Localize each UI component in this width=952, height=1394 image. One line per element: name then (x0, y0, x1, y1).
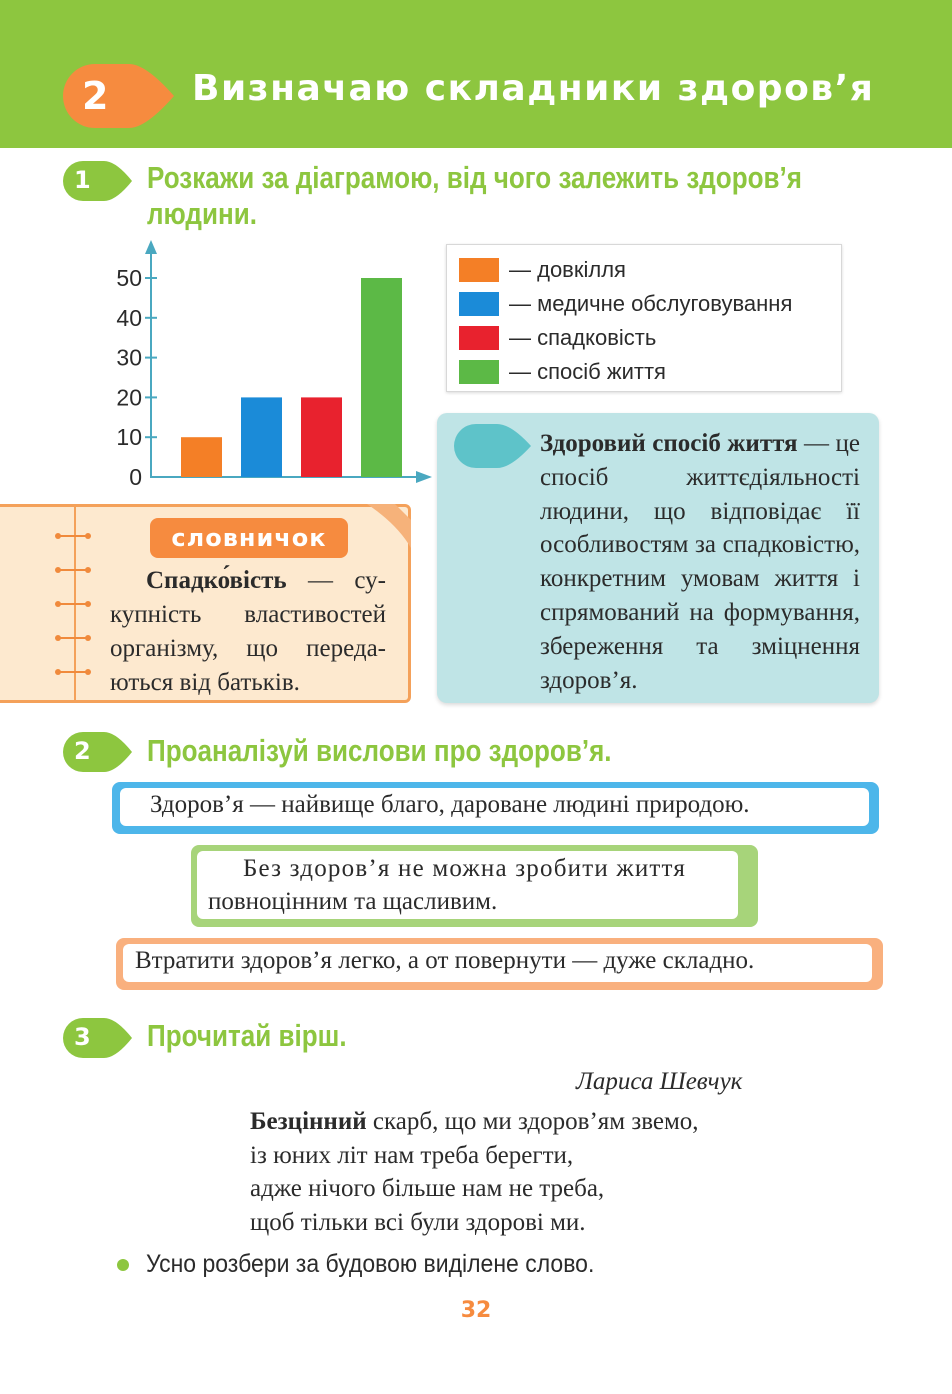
section-badge (62, 62, 177, 130)
task-2-number: 2 (74, 737, 91, 765)
legend-item (459, 325, 656, 351)
legend-label: — спадковість (509, 325, 657, 350)
poem-line-3: адже нічого більше нам не треба, (250, 1175, 605, 1202)
quote-box-1 (112, 782, 879, 834)
y-tick-label: 40 (116, 304, 142, 331)
task-1-title-line2: людини. (147, 196, 257, 231)
bar-1 (181, 437, 222, 477)
legend-item (459, 257, 626, 283)
legend-label: — довкілля (509, 257, 626, 282)
task-3-badge (62, 1017, 134, 1059)
legend-swatch-lifestyle (459, 360, 499, 384)
chart-legend (446, 244, 842, 392)
y-tick-label: 20 (116, 384, 142, 411)
legend-swatch-environment (459, 258, 499, 282)
page-number: 32 (460, 1298, 492, 1323)
definition-box (437, 413, 879, 703)
dictionary-badge: словничок (150, 518, 348, 558)
quote-box-2 (191, 845, 758, 927)
bar-chart (100, 236, 440, 498)
task-1-badge (62, 160, 134, 202)
poem-line-4: щоб тільки всі були здорові ми. (250, 1209, 586, 1236)
task-3-title: Прочитай вірш. (147, 1018, 347, 1053)
poem-line-1-rest: скарб, що ми здоров’ям звемо, (366, 1108, 699, 1135)
poem-author: Лариса Шевчук (576, 1068, 743, 1095)
legend-label: — спосіб життя (509, 359, 666, 384)
ring-icon (54, 600, 92, 608)
quote-3: Втратити здоров’я легко, а от повернути — дуже складно. (135, 947, 755, 974)
y-axis (145, 240, 157, 478)
legend-swatch-heredity (459, 326, 499, 350)
ring-icon (54, 532, 92, 540)
definition-body: — це спосіб життєдіяльності людини, що відповідає її особливостям за спадковістю, конкретним умовам життя і спрямований на формування, збереження та зміцнення здоров’я. (540, 430, 860, 694)
bar-3 (301, 397, 342, 477)
legend-item (459, 291, 792, 317)
ring-icon (54, 634, 92, 642)
definition-term: Здоровий спосіб життя (540, 430, 798, 457)
poem-line-1 (250, 1108, 699, 1136)
quote-2-line2: повноцінним та щасливим. (208, 888, 498, 915)
ring-icon (54, 668, 92, 676)
task-2-title: Проаналізуй вислови про здоров’я. (147, 733, 612, 768)
dictionary-text (110, 564, 386, 700)
quote-box-3 (116, 938, 883, 990)
section-number: 2 (82, 74, 109, 118)
bullet-task-text: Усно розбери за будовою виділене слово. (146, 1250, 595, 1278)
quote-1: Здоров’я — найвище благо, дароване людині природою. (150, 791, 750, 818)
bar-4 (361, 278, 402, 477)
task-1-number: 1 (74, 166, 91, 194)
bullet-icon (117, 1259, 129, 1271)
task-1-title-line1: Розкажи за діаграмою, від чого залежить здоров’я (147, 160, 802, 195)
y-tick-label: 10 (116, 424, 142, 451)
legend-swatch-medical (459, 292, 499, 316)
page-fold-icon (367, 504, 411, 548)
task-2-badge (62, 731, 134, 773)
dictionary-body: — сукупність властивостей організму, що передаються від батьків. (110, 567, 386, 696)
page-title: Визначаю складники здоров’я (192, 68, 875, 109)
quote-2-line1: Без здоров’я не можна зробити життя (243, 855, 687, 882)
definition-marker-icon (453, 423, 533, 469)
y-tick-label: 50 (116, 265, 142, 291)
y-tick-label: 30 (116, 344, 142, 371)
definition-text (540, 427, 860, 697)
legend-label: — медичне обслуговування (509, 291, 793, 316)
ring-icon (54, 566, 92, 574)
dictionary-term: Спадко́вість (146, 567, 287, 594)
poem-highlighted-word: Безцінний (250, 1108, 367, 1135)
poem-line-2: із юних літ нам треба берегти, (250, 1142, 574, 1169)
task-3-number: 3 (74, 1023, 91, 1051)
bar-2 (241, 397, 282, 477)
legend-item (459, 359, 666, 385)
y-tick-label: 0 (129, 464, 142, 490)
